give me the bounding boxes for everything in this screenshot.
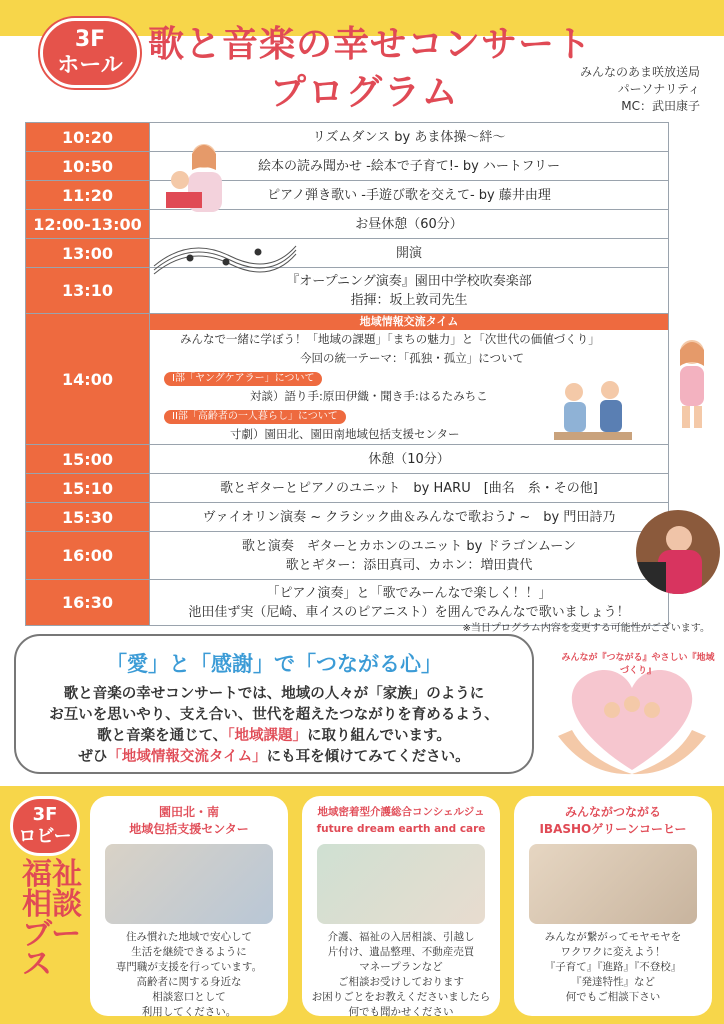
schedule-row (26, 181, 669, 210)
schedule-time: 14:00 (26, 314, 150, 445)
schedule-desc: 歌とギターとピアノのユニット by HARU [曲名 糸・その他] (150, 474, 669, 503)
card-title-line: 園田北・南 (158, 805, 219, 819)
schedule-line: 池田佳ず実（尼崎、車イスのピアニスト）を囲んでみんなで歌いましょう！ (188, 604, 630, 620)
mc-info (580, 64, 700, 115)
schedule-line: 今回の統一テーマ：「孤独・孤立」について (300, 351, 525, 365)
card-line: 生活を継続できるように (131, 946, 247, 958)
lobby-badge (10, 796, 80, 856)
schedule-line: 対談）語り手:原田伊織・聞き手:はるたみちこ (250, 389, 488, 403)
schedule-line: 『オープニング演奏』園田中学校吹奏楽部 (286, 273, 532, 289)
card-line: 片付け、遺品整理、不動産売買 (327, 946, 475, 958)
part1-pill: I部「ヤングケアラー」について (164, 372, 322, 386)
booth-title: 福祉相談ブース (22, 857, 82, 982)
message-line: 歌と音楽の幸せコンサートでは、地域の人々が「家族」のように (63, 686, 485, 702)
schedule-row (26, 474, 669, 503)
schedule-row (26, 532, 669, 580)
schedule-line: 歌と演奏 ギターとカホンのユニット by ドラゴンムーン (241, 538, 577, 554)
page-subtitle: プログラム (270, 72, 460, 113)
heart-caption: みんなが『つながる』やさしい『地域づくり』 (561, 653, 715, 676)
schedule-desc: 休憩（10分） (150, 445, 669, 474)
booth-card (302, 796, 500, 1016)
card-body (302, 930, 500, 1020)
exchange-time-band: 地域情報交流タイム (150, 314, 668, 330)
schedule-row (26, 503, 669, 532)
card-line: 介護、福祉の入居相談、引越し (327, 931, 475, 943)
card-line: お困りごとをお教えくださいましたら (311, 991, 491, 1003)
card-line: マネープランなど (359, 961, 443, 973)
message-line (16, 747, 532, 768)
message-line: お互いを思いやり、支え合い、世代を超えたつながりを育めるよう、 (49, 707, 499, 723)
card-line: 『発達特性』など (571, 976, 655, 988)
schedule-desc: 開演 (150, 239, 669, 268)
schedule-row (26, 268, 669, 314)
schedule-line: みんなで一緒に学ぼう！「地域の課題」「まちの魅力」と「次世代の価値づくり」 (180, 332, 600, 346)
page-title: 歌と音楽の幸せコンサート (148, 24, 593, 65)
schedule-time: 15:30 (26, 503, 150, 532)
message-text: 歌と音楽を通じて、 (97, 728, 228, 744)
card-title (514, 804, 712, 838)
card-photo (529, 844, 697, 924)
schedule-line: 寸劇）園田北、園田南地域包括支援センター (230, 427, 460, 441)
card-line: 何でもご相談下さい (565, 991, 661, 1003)
card-photo (317, 844, 485, 924)
card-body (514, 930, 712, 1005)
card-line: 何でも聞かせください (348, 1006, 454, 1018)
schedule-line: 指揮：坂上敦司先生 (350, 292, 468, 308)
card-title (90, 804, 288, 838)
card-title-line: 地域密着型介護総合コンシェルジュ (317, 806, 485, 818)
message-heading: 「愛」と「感謝」で「つながる心」 (106, 652, 442, 676)
message-text: にも耳を傾けてみてください。 (266, 749, 470, 765)
schedule-row (26, 123, 669, 152)
card-body (90, 930, 288, 1020)
part2-pill: II部「高齢者の一人暮らし」について (164, 410, 346, 424)
schedule-time: 13:00 (26, 239, 150, 268)
mc-name: MC：武田康子 (621, 99, 700, 113)
card-photo (105, 844, 273, 924)
lobby-badge-floor: 3F (32, 804, 58, 825)
schedule-row (26, 239, 669, 268)
lobby-badge-label: ロビー (18, 826, 72, 847)
schedule-row (26, 445, 669, 474)
hall-badge (40, 18, 140, 88)
music-notes-illustration (150, 236, 300, 280)
message-text: に取り組んでいます。 (307, 728, 451, 744)
message-box (14, 634, 534, 774)
card-line: みんなが繋がってモヤモヤを (544, 931, 682, 943)
schedule-desc: リズムダンス by あま体操〜絆〜 (150, 123, 669, 152)
change-note: ※当日プログラム内容を変更する可能性がございます。 (462, 623, 710, 634)
card-title-line: みんながつながる (564, 805, 661, 819)
card-line: ワクワクに変えよう！ (560, 946, 666, 958)
schedule-line: 歌とギター：添田真司、カホン：増田貴代 (285, 557, 533, 573)
message-highlight: 「地域情報交流タイム」 (107, 749, 267, 765)
card-title-line: future dream earth and care (316, 823, 486, 835)
schedule-time: 10:50 (26, 152, 150, 181)
schedule-time: 11:20 (26, 181, 150, 210)
message-highlight: 「地域課題」 (227, 728, 308, 744)
card-line: ご相談お受けしております (338, 976, 464, 988)
schedule-time: 16:00 (26, 532, 150, 580)
message-line (16, 726, 532, 747)
message-text: ぜひ (78, 749, 108, 765)
schedule-desc: 絵本の読み聞かせ -絵本で子育て!- by ハートフリー (150, 152, 669, 181)
schedule-table (25, 122, 669, 626)
card-title (302, 804, 500, 838)
schedule-time: 10:20 (26, 123, 150, 152)
schedule-row (26, 152, 669, 181)
schedule-desc: お昼休憩（60分） (150, 210, 669, 239)
schedule-row (26, 210, 669, 239)
schedule-desc (150, 532, 669, 580)
card-line: 専門職が支援を行っています。 (115, 961, 263, 973)
schedule-desc: ヴァイオリン演奏 ~ クラシック曲＆みんなで歌おう♪ ~ by 門田詩乃 (150, 503, 669, 532)
card-line: 利用してください。 (141, 1006, 237, 1018)
card-title-line: 地域包括支援センター (129, 822, 249, 836)
message-body (16, 684, 532, 768)
booth-card (90, 796, 288, 1016)
pianist-photo (636, 510, 720, 594)
card-line: 住み慣れた地域で安心して (126, 931, 252, 943)
hall-badge-label: ホール (57, 53, 123, 78)
schedule-time: 15:10 (26, 474, 150, 503)
reading-mother-illustration (158, 140, 228, 220)
schedule-time: 13:10 (26, 268, 150, 314)
caregiver-illustration (548, 378, 638, 448)
mc-station: みんなのあま咲放送局 (579, 65, 700, 79)
card-line: 相談窓口として (152, 991, 226, 1003)
schedule-desc: ピアノ弾き歌い -手遊び歌を交えて- by 藤井由理 (150, 181, 669, 210)
schedule-time: 16:30 (26, 580, 150, 626)
booth-card (514, 796, 712, 1016)
schedule-time: 12:00-13:00 (26, 210, 150, 239)
schedule-line: 「ピアノ演奏」と「歌でみーんなで楽しく！！」 (266, 585, 552, 601)
card-title-line: IBASHOゲリーンコーヒー (539, 822, 687, 836)
card-line: 『子育て』『進路』『不登校』 (544, 961, 682, 973)
hall-badge-floor: 3F (74, 27, 106, 52)
mc-role: パーソナリティ (617, 82, 700, 96)
schedule-time: 15:00 (26, 445, 150, 474)
girl-illustration (670, 336, 714, 432)
card-line: 高齢者に関する身近な (136, 976, 242, 988)
